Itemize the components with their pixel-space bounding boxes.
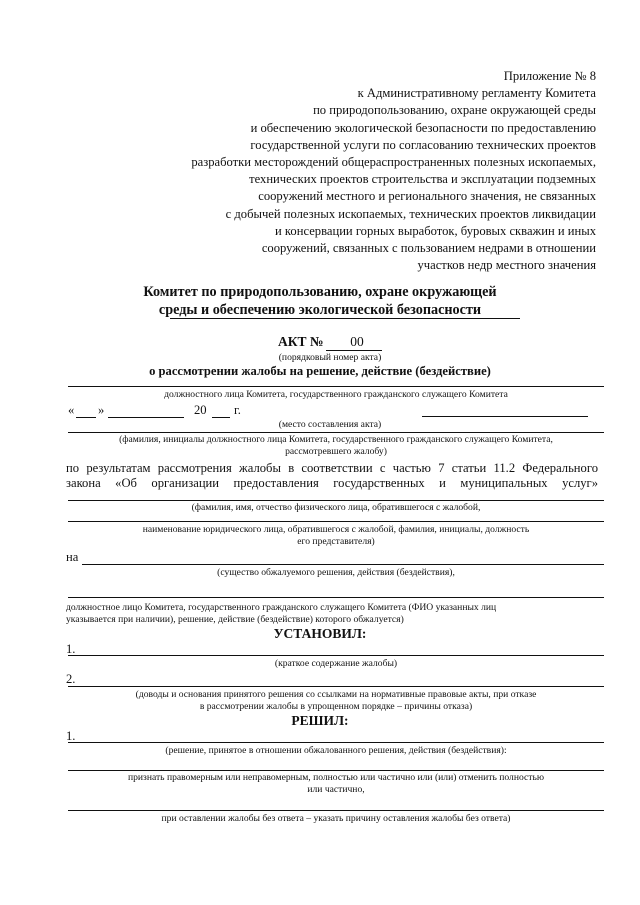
header-line: участков недр местного значения [417, 258, 596, 273]
established-heading: УСТАНОВИЛ: [273, 626, 367, 641]
decided-item-1-number: 1. [66, 729, 76, 743]
date-open-quote: « [68, 403, 75, 417]
header-line-appendix-number: Приложение № 8 [503, 69, 596, 83]
header-line: по природопользованию, охране окружающей среды [313, 103, 596, 118]
place-caption: (место составления акта) [278, 419, 382, 430]
established-item-1-number: 1. [66, 642, 76, 656]
reviewer-caption-1: (фамилия, инициалы должностного лица Комитета, государственного гражданского служащего Комитета, [119, 434, 553, 445]
official-caption: должностного лица Комитета, государственного гражданского служащего Комитета [164, 389, 508, 400]
header-line: с добычей полезных ископаемых, технических проектов ликвидации [225, 206, 596, 221]
committee-underline [170, 318, 520, 319]
decided-item-1-line [68, 742, 604, 743]
essence-caption: (существо обжалуемого решения, действия (бездействия), [217, 567, 455, 578]
appendix-header [191, 68, 596, 274]
act-number-caption: (порядковый номер акта) [278, 352, 382, 363]
header-line: разработки месторождений общераспространенных полезных ископаемых, [191, 155, 596, 170]
legal-caption-1: наименование юридического лица, обратившегося с жалобой, фамилия, инициалы, должность [142, 524, 530, 535]
header-line: и консервации горных выработок, буровых скважин и иных [275, 223, 596, 238]
header-line: и обеспечению экологической безопасности по предоставлению [250, 120, 596, 135]
act-number-line [326, 350, 382, 351]
established-item-1-caption: (краткое содержание жалобы) [274, 658, 398, 669]
legal-caption-2: его представителя) [297, 536, 375, 547]
reviewer-caption-2: рассмотревшего жалобу) [285, 446, 387, 457]
header-line: сооружений, связанных с пользованием недрами в отношении [261, 241, 596, 256]
decided-caption-4: при оставлении жалобы без ответа – указать причину оставления жалобы без ответа) [161, 813, 511, 824]
on-label: на [66, 550, 79, 564]
paragraph-line-2: закона «Об организации предоставления государственных и муниципальных услуг» [66, 476, 598, 490]
established-item-2-line [68, 686, 604, 687]
date-year-suffix: г. [234, 403, 241, 417]
date-month-line [108, 417, 184, 418]
committee-title-line-2: среды и обеспечению экологической безопасности [158, 302, 482, 318]
applicant-line [68, 500, 604, 501]
date-close-quote: » [98, 403, 105, 417]
decided-caption-3: или частично, [307, 784, 365, 795]
established-item-2-caption-2: в рассмотрении жалобы в упрощенном порядке – причины отказа) [199, 701, 473, 712]
decided-line-2 [68, 770, 604, 771]
date-year-prefix: 20 [194, 403, 207, 417]
established-item-2-caption-1: (доводы и основания принятого решения со ссылками на нормативные правовые акты, при отказе [135, 689, 537, 700]
decided-caption-2: признать правомерным или неправомерным, полностью или частично или (или) отменить полностью [127, 772, 544, 783]
place-line [422, 416, 588, 417]
legal-line [68, 521, 604, 522]
decided-line-3 [68, 810, 604, 811]
reviewer-line [68, 432, 604, 433]
paragraph-line-1: по результатам рассмотрения жалобы в соответствии с частью 7 статьи 11.2 Федерального [66, 461, 598, 475]
appealed-caption-2: указывается при наличии), решение, действие (бездействие) которого обжалуется) [66, 614, 404, 625]
established-item-1-line [68, 655, 604, 656]
on-line [82, 564, 604, 565]
header-line: технических проектов строительства и эксплуатации подземных [249, 172, 596, 187]
date-year-line [212, 417, 230, 418]
header-line: государственной услуги по согласованию технических проектов [250, 137, 596, 152]
header-line: к Административному регламенту Комитета [357, 86, 596, 101]
appealed-caption-1: должностное лицо Комитета, государственного гражданского служащего Комитета (ФИО указанных лиц [66, 602, 497, 613]
decided-heading: РЕШИЛ: [291, 713, 349, 728]
decided-caption-1: (решение, принятое в отношении обжалованного решения, действия (бездействия): [165, 745, 507, 756]
date-day-line [76, 417, 96, 418]
act-subject: о рассмотрении жалобы на решение, действие (бездействие) [149, 364, 491, 378]
act-title: АКТ № [278, 334, 324, 349]
applicant-caption: (фамилия, имя, отчество физического лица, обратившегося с жалобой, [191, 502, 481, 513]
header-line: сооружений местного и регионального значения, не связанных [258, 189, 596, 204]
committee-title-line-1: Комитет по природопользованию, охране окружающей [143, 284, 497, 300]
act-number: 00 [350, 334, 364, 349]
official-line [68, 386, 604, 387]
established-item-2-number: 2. [66, 672, 76, 686]
appealed-line [68, 597, 604, 598]
